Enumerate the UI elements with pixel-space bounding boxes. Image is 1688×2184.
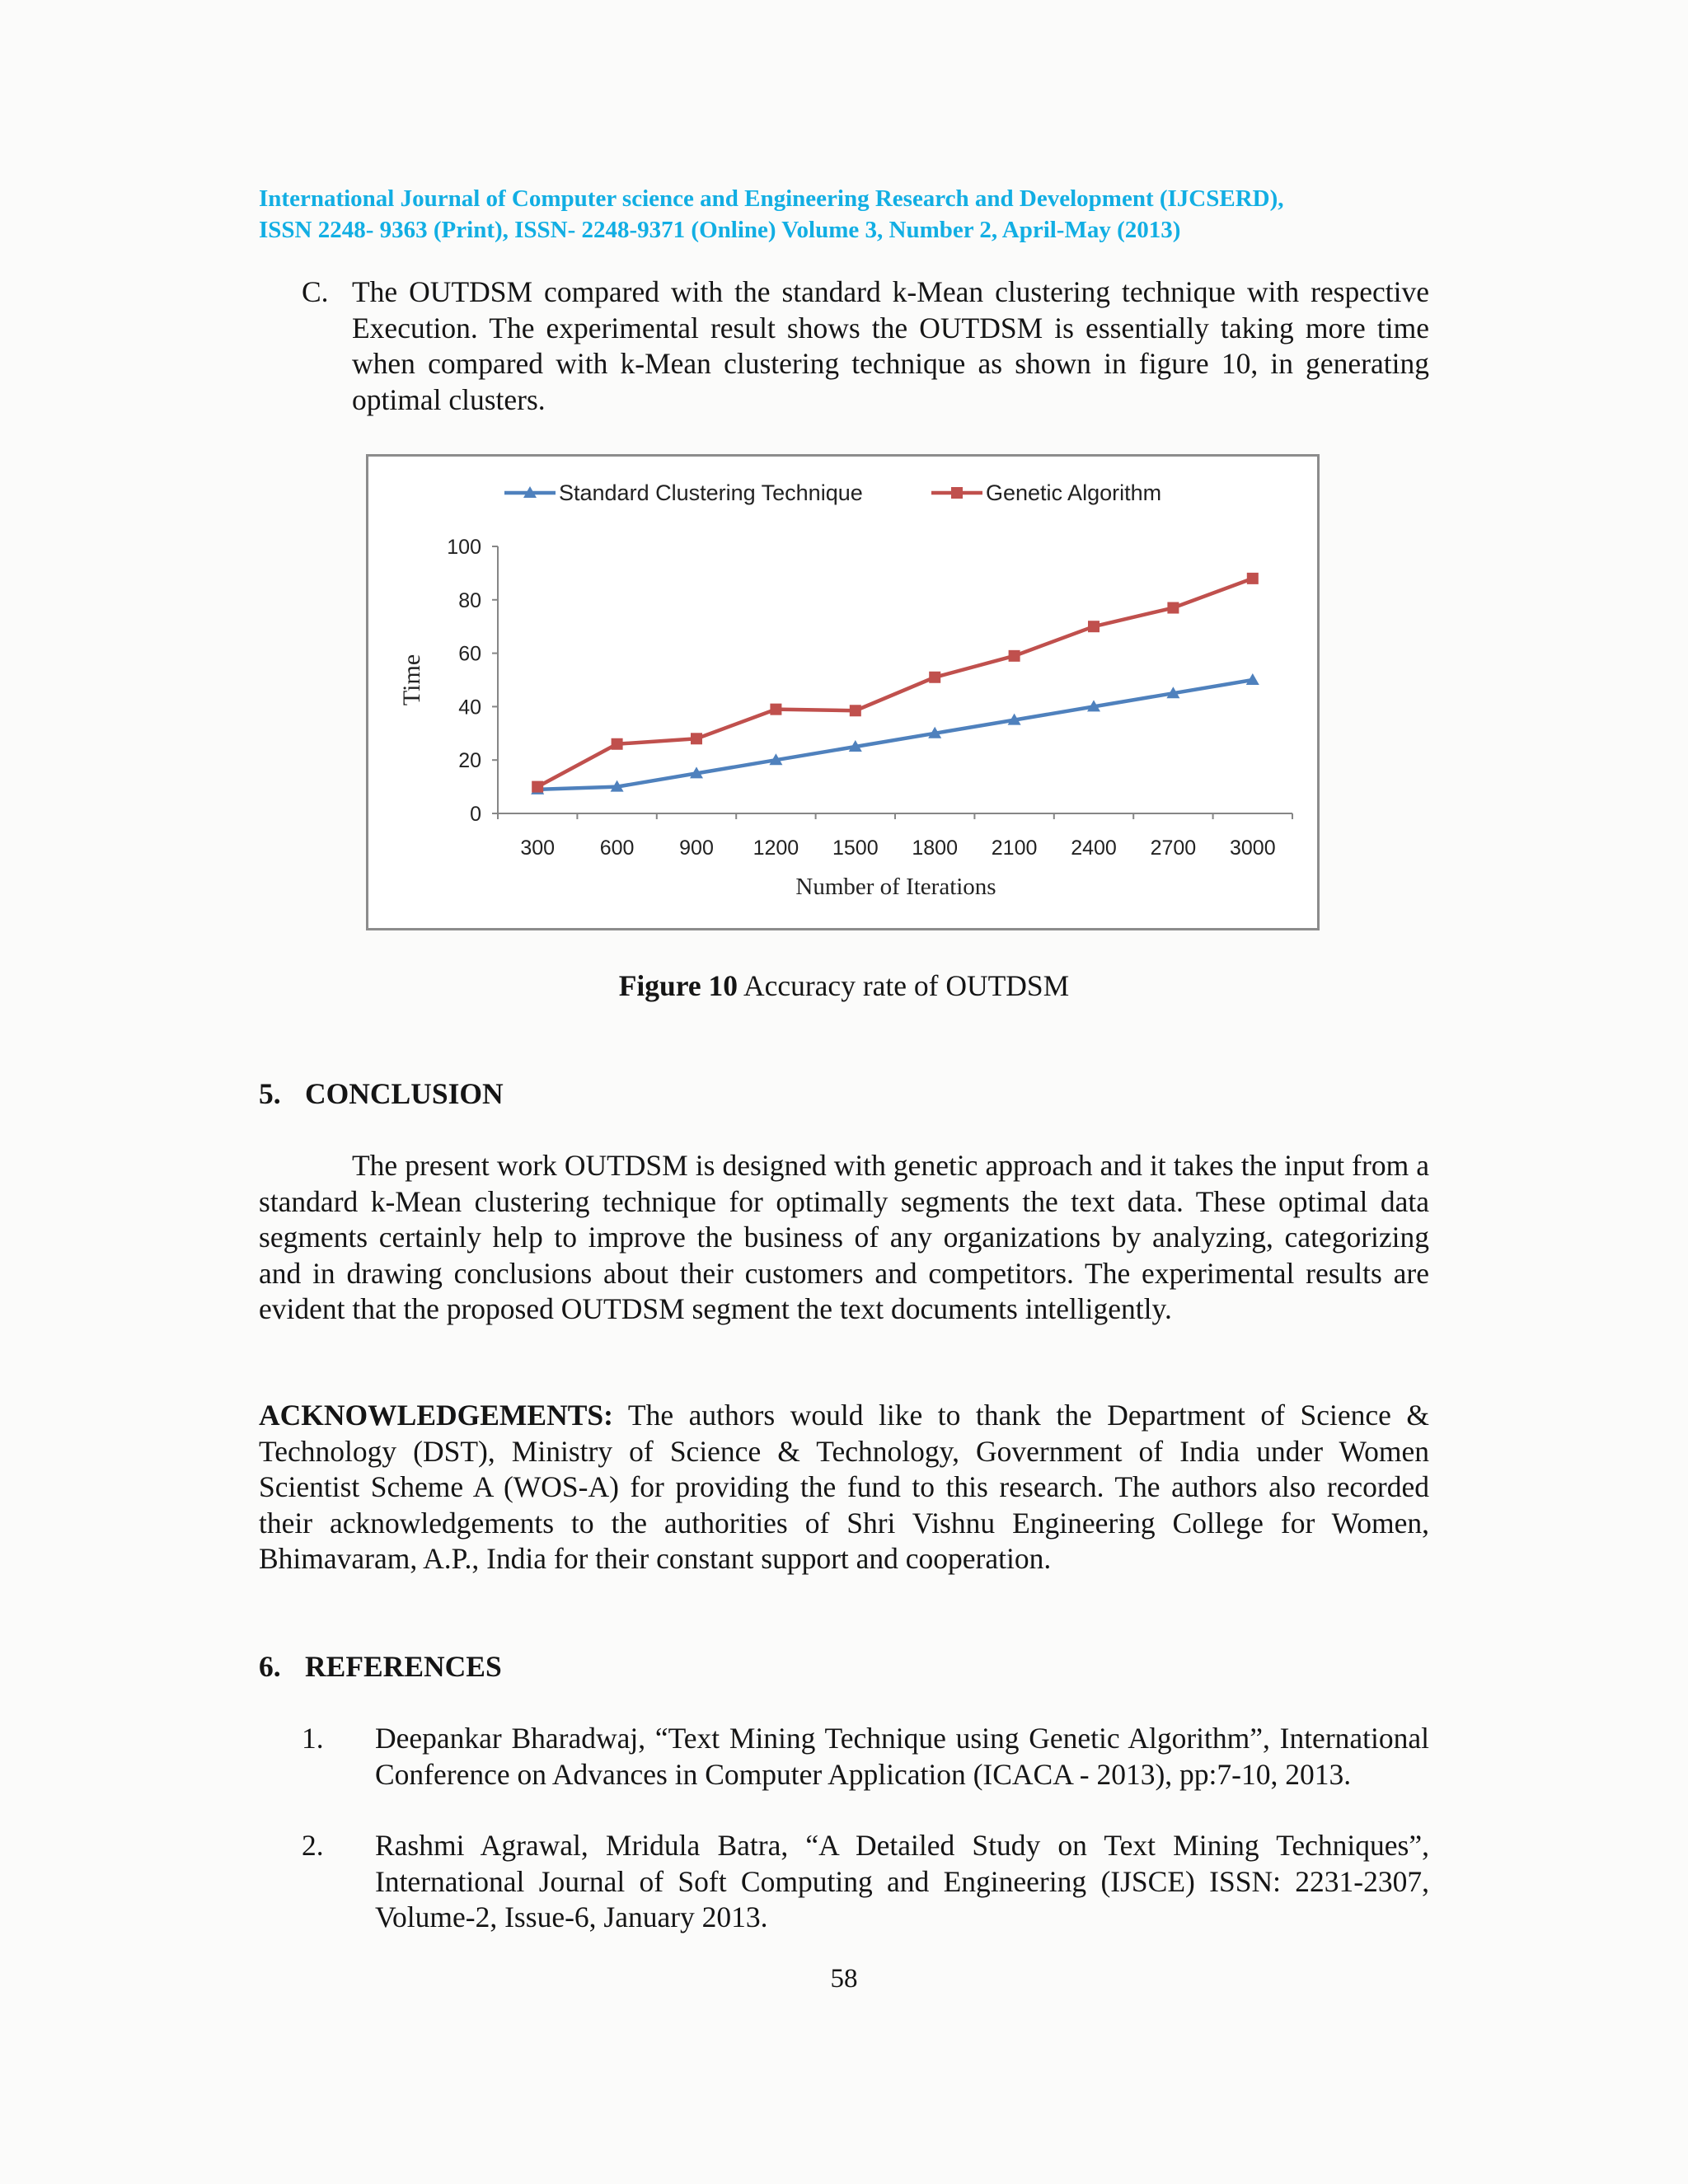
journal-header <box>259 183 1429 246</box>
figure-10-chart <box>366 454 1320 930</box>
section-title: CONCLUSION <box>305 1077 504 1110</box>
legend-marker <box>951 487 963 499</box>
reference-number: 1. <box>302 1722 324 1755</box>
x-axis-label: Number of Iterations <box>795 874 996 900</box>
series-line <box>537 680 1253 790</box>
data-point <box>1088 621 1100 632</box>
y-tick-label: 80 <box>458 588 481 612</box>
data-point <box>850 705 861 716</box>
legend-label: Genetic Algorithm <box>986 480 1162 505</box>
x-tick-label: 3000 <box>1229 837 1276 860</box>
legend-item <box>504 480 863 505</box>
x-tick-label: 600 <box>599 837 635 860</box>
reference-number: 2. <box>302 1829 324 1862</box>
acknowledgements-paragraph <box>259 1398 1429 1577</box>
reference-text: Rashmi Agrawal, Mridula Batra, “A Detailed Study on Text Mining Techniques”, International Journal of Soft Computing and Engineering (IJSCE) ISSN: 2231-2307, Volume-2, Issue-6, January 2013. <box>375 1829 1429 1933</box>
y-tick-label: 20 <box>458 749 481 773</box>
journal-header-line-2: ISSN 2248- 9363 (Print), ISSN- 2248-9371 (Online) Volume 3, Number 2, April-May (2013) <box>259 217 1181 243</box>
series-line <box>537 579 1253 787</box>
x-tick-label: 300 <box>520 837 556 860</box>
data-point <box>691 733 702 744</box>
list-item-label: C. <box>302 275 329 308</box>
x-tick-label: 2700 <box>1150 837 1197 860</box>
series-standard-clustering-technique <box>531 673 1259 794</box>
figure-caption-text: Accuracy rate of OUTDSM <box>743 969 1070 1002</box>
section-heading-conclusion <box>259 1076 504 1111</box>
section-number: 6. <box>259 1650 281 1683</box>
list-item-c <box>302 274 1429 418</box>
y-tick-label: 40 <box>458 696 481 719</box>
data-point <box>1009 650 1020 662</box>
y-tick-label: 60 <box>458 642 481 666</box>
reference-item <box>302 1721 1429 1793</box>
y-tick-label: 100 <box>447 536 481 559</box>
series-genetic-algorithm <box>532 573 1259 793</box>
data-point <box>1247 573 1259 584</box>
figure-caption <box>0 968 1688 1003</box>
data-point <box>929 672 940 683</box>
data-point <box>532 781 543 793</box>
section-number: 5. <box>259 1077 281 1110</box>
legend-item <box>931 480 1161 505</box>
chart-legend <box>504 480 1161 505</box>
x-tick-label: 1200 <box>753 837 799 860</box>
data-point <box>770 704 781 715</box>
y-axis-label: Time <box>398 654 425 706</box>
x-tick-label: 2100 <box>991 837 1038 860</box>
reference-text: Deepankar Bharadwaj, “Text Mining Technique using Genetic Algorithm”, International Conference on Advances in Computer Application (ICACA - 2013), pp:7-10, 2013. <box>375 1722 1429 1791</box>
section-heading-references <box>259 1649 502 1684</box>
data-point <box>612 738 623 750</box>
line-chart <box>368 457 1317 928</box>
journal-header-line-1: International Journal of Computer science and Engineering Research and Development (IJCSERD), <box>259 185 1284 212</box>
data-point <box>1167 602 1179 614</box>
x-tick-label: 1800 <box>912 837 959 860</box>
reference-item <box>302 1828 1429 1936</box>
figure-caption-label: Figure 10 <box>618 969 738 1002</box>
section-title: REFERENCES <box>305 1650 502 1683</box>
page-number: 58 <box>830 1964 858 1994</box>
list-item-text: The OUTDSM compared with the standard k-Mean clustering technique with respective Execution. The experimental result shows the OUTDSM is essentially taking more time when compared with k-Mean clustering technique as shown in figure 10, in generating optimal clusters. <box>352 275 1429 416</box>
x-tick-label: 900 <box>679 837 714 860</box>
x-tick-label: 2400 <box>1071 837 1117 860</box>
chart-axes <box>447 536 1292 860</box>
acknowledgements-text: The authors would like to thank the Department of Science & Technology (DST), Ministry of Science & Technology, Government of India under Women Scientist Scheme A (WOS-A) for providing the fund to this research. The authors also recorded their acknowledgements to the authorities of Shri Vishnu Engineering College for Women, Bhimavaram, A.P., India for their constant support and cooperation. <box>259 1399 1430 1575</box>
conclusion-paragraph: The present work OUTDSM is designed with genetic approach and it takes the input from a standard k-Mean clustering technique for optimally segments the text data. These optimal data segments certainly help to improve the business of any organizations by analyzing, categorizing and in drawing conclusions about their customers and competitors. The experimental results are evident that the proposed OUTDSM segment the text documents intelligently. <box>259 1149 1429 1325</box>
legend-label: Standard Clustering Technique <box>559 480 863 505</box>
acknowledgements-label: ACKNOWLEDGEMENTS: <box>259 1399 613 1432</box>
y-tick-label: 0 <box>470 803 481 826</box>
x-tick-label: 1500 <box>832 837 879 860</box>
